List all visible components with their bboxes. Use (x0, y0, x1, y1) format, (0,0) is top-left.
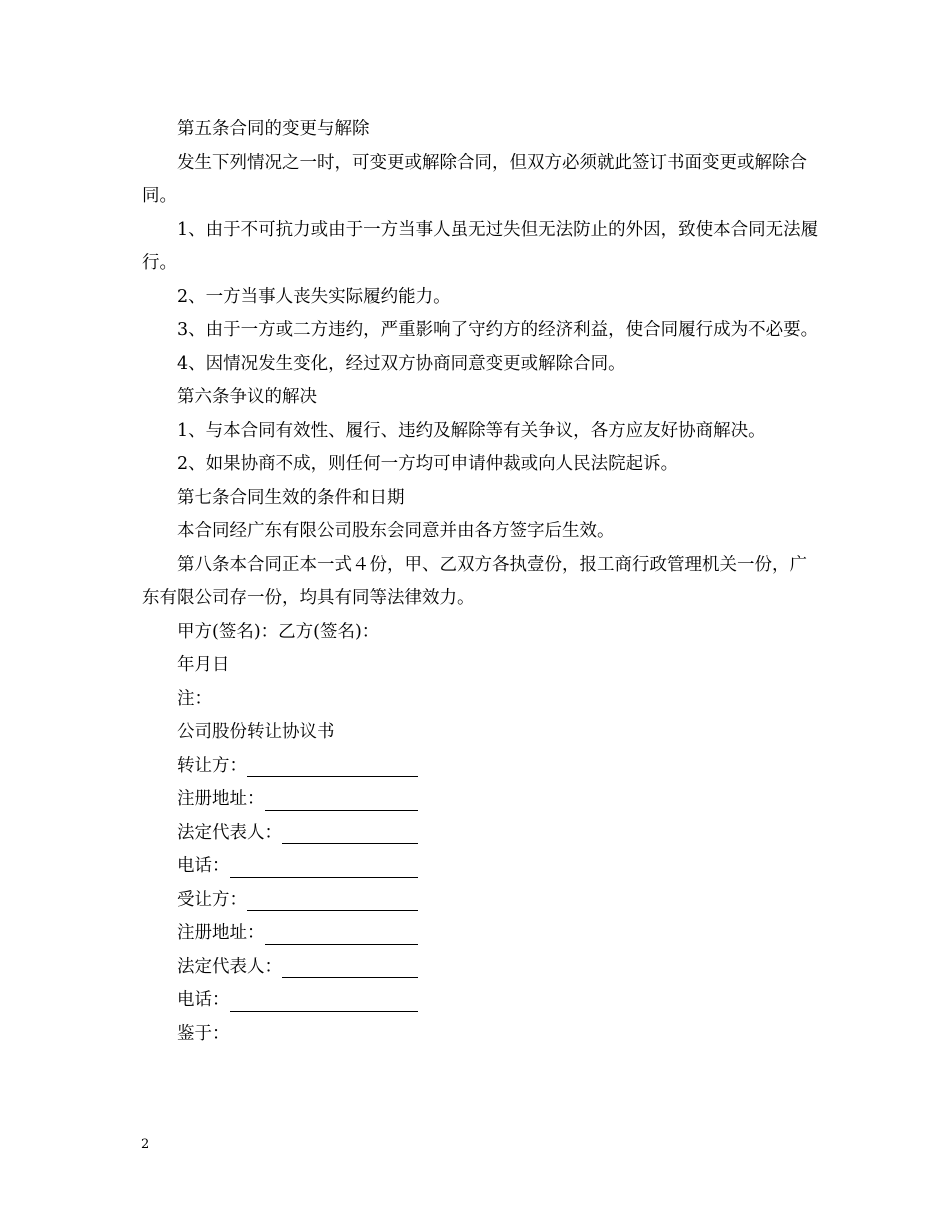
transferee-legal-rep-field (142, 951, 822, 985)
date-line: 年月日 (177, 655, 230, 675)
transferee-address-field (142, 917, 822, 951)
field-label: 转让方： (177, 755, 247, 776)
transferee-legal-rep-blank[interactable] (282, 953, 418, 978)
field-label: 电话： (177, 990, 230, 1010)
field-label: 受让方： (177, 889, 247, 910)
field-label: 注册地址： (177, 923, 265, 943)
document-body (142, 113, 822, 1051)
transferee-blank[interactable] (247, 886, 418, 911)
paragraph: 发生下列情况之一时，可变更或解除合同，但双方必须就此签订书面变更或解除合同。 (142, 152, 807, 206)
transferee-phone-blank[interactable] (230, 987, 418, 1012)
list-item: 2、如果协商不成，则任何一方均可申请仲裁或向人民法院起诉。 (177, 454, 679, 474)
transferor-legal-rep-blank[interactable] (282, 819, 418, 844)
transferee-phone-field (142, 984, 822, 1018)
field-label: 注册地址： (177, 789, 265, 809)
article-5-heading: 第五条合同的变更与解除 (177, 119, 370, 139)
list-item: 1、与本合同有效性、履行、违约及解除等有关争议，各方应友好协商解决。 (177, 420, 766, 441)
signature-line: 甲方(签名)：乙方(签名)： (177, 621, 380, 642)
transferor-phone-blank[interactable] (230, 853, 418, 878)
list-item: 2、一方当事人丧失实际履约能力。 (177, 286, 451, 307)
page-number: 2 (141, 1137, 150, 1152)
whereas-label: 鉴于： (177, 1023, 230, 1044)
list-item: 4、因情况发生变化，经过双方协商同意变更或解除合同。 (177, 353, 626, 374)
list-item: 1、由于不可抗力或由于一方当事人虽无过失但无法防止的外因，致使本合同无法履行。 (142, 219, 819, 273)
transferor-phone-field (142, 850, 822, 884)
transferee-field (142, 884, 822, 918)
agreement-title: 公司股份转让协议书 (177, 722, 335, 742)
article-6-heading: 第六条争议的解决 (177, 387, 317, 407)
field-label: 电话： (177, 856, 230, 876)
transferee-address-blank[interactable] (265, 920, 418, 945)
paragraph: 本合同经广东有限公司股东会同意并由各方签字后生效。 (177, 521, 615, 541)
article-7-heading: 第七条合同生效的条件和日期 (177, 487, 405, 508)
transferor-blank[interactable] (247, 752, 418, 777)
transferor-legal-rep-field (142, 817, 822, 851)
list-item: 3、由于一方或二方违约，严重影响了守约方的经济利益，使合同履行成为不必要。 (177, 320, 819, 340)
field-label: 法定代表人： (177, 956, 282, 977)
field-label: 法定代表人： (177, 822, 282, 843)
transferor-address-blank[interactable] (265, 786, 418, 811)
transferor-address-field (142, 783, 822, 817)
transferor-field (142, 750, 822, 784)
article-8-paragraph: 第八条本合同正本一式４份，甲、乙双方各执壹份，报工商行政管理机关一份，广东有限公司存一份，均具有同等法律效力。 (142, 554, 807, 608)
note-label: 注： (177, 688, 212, 709)
